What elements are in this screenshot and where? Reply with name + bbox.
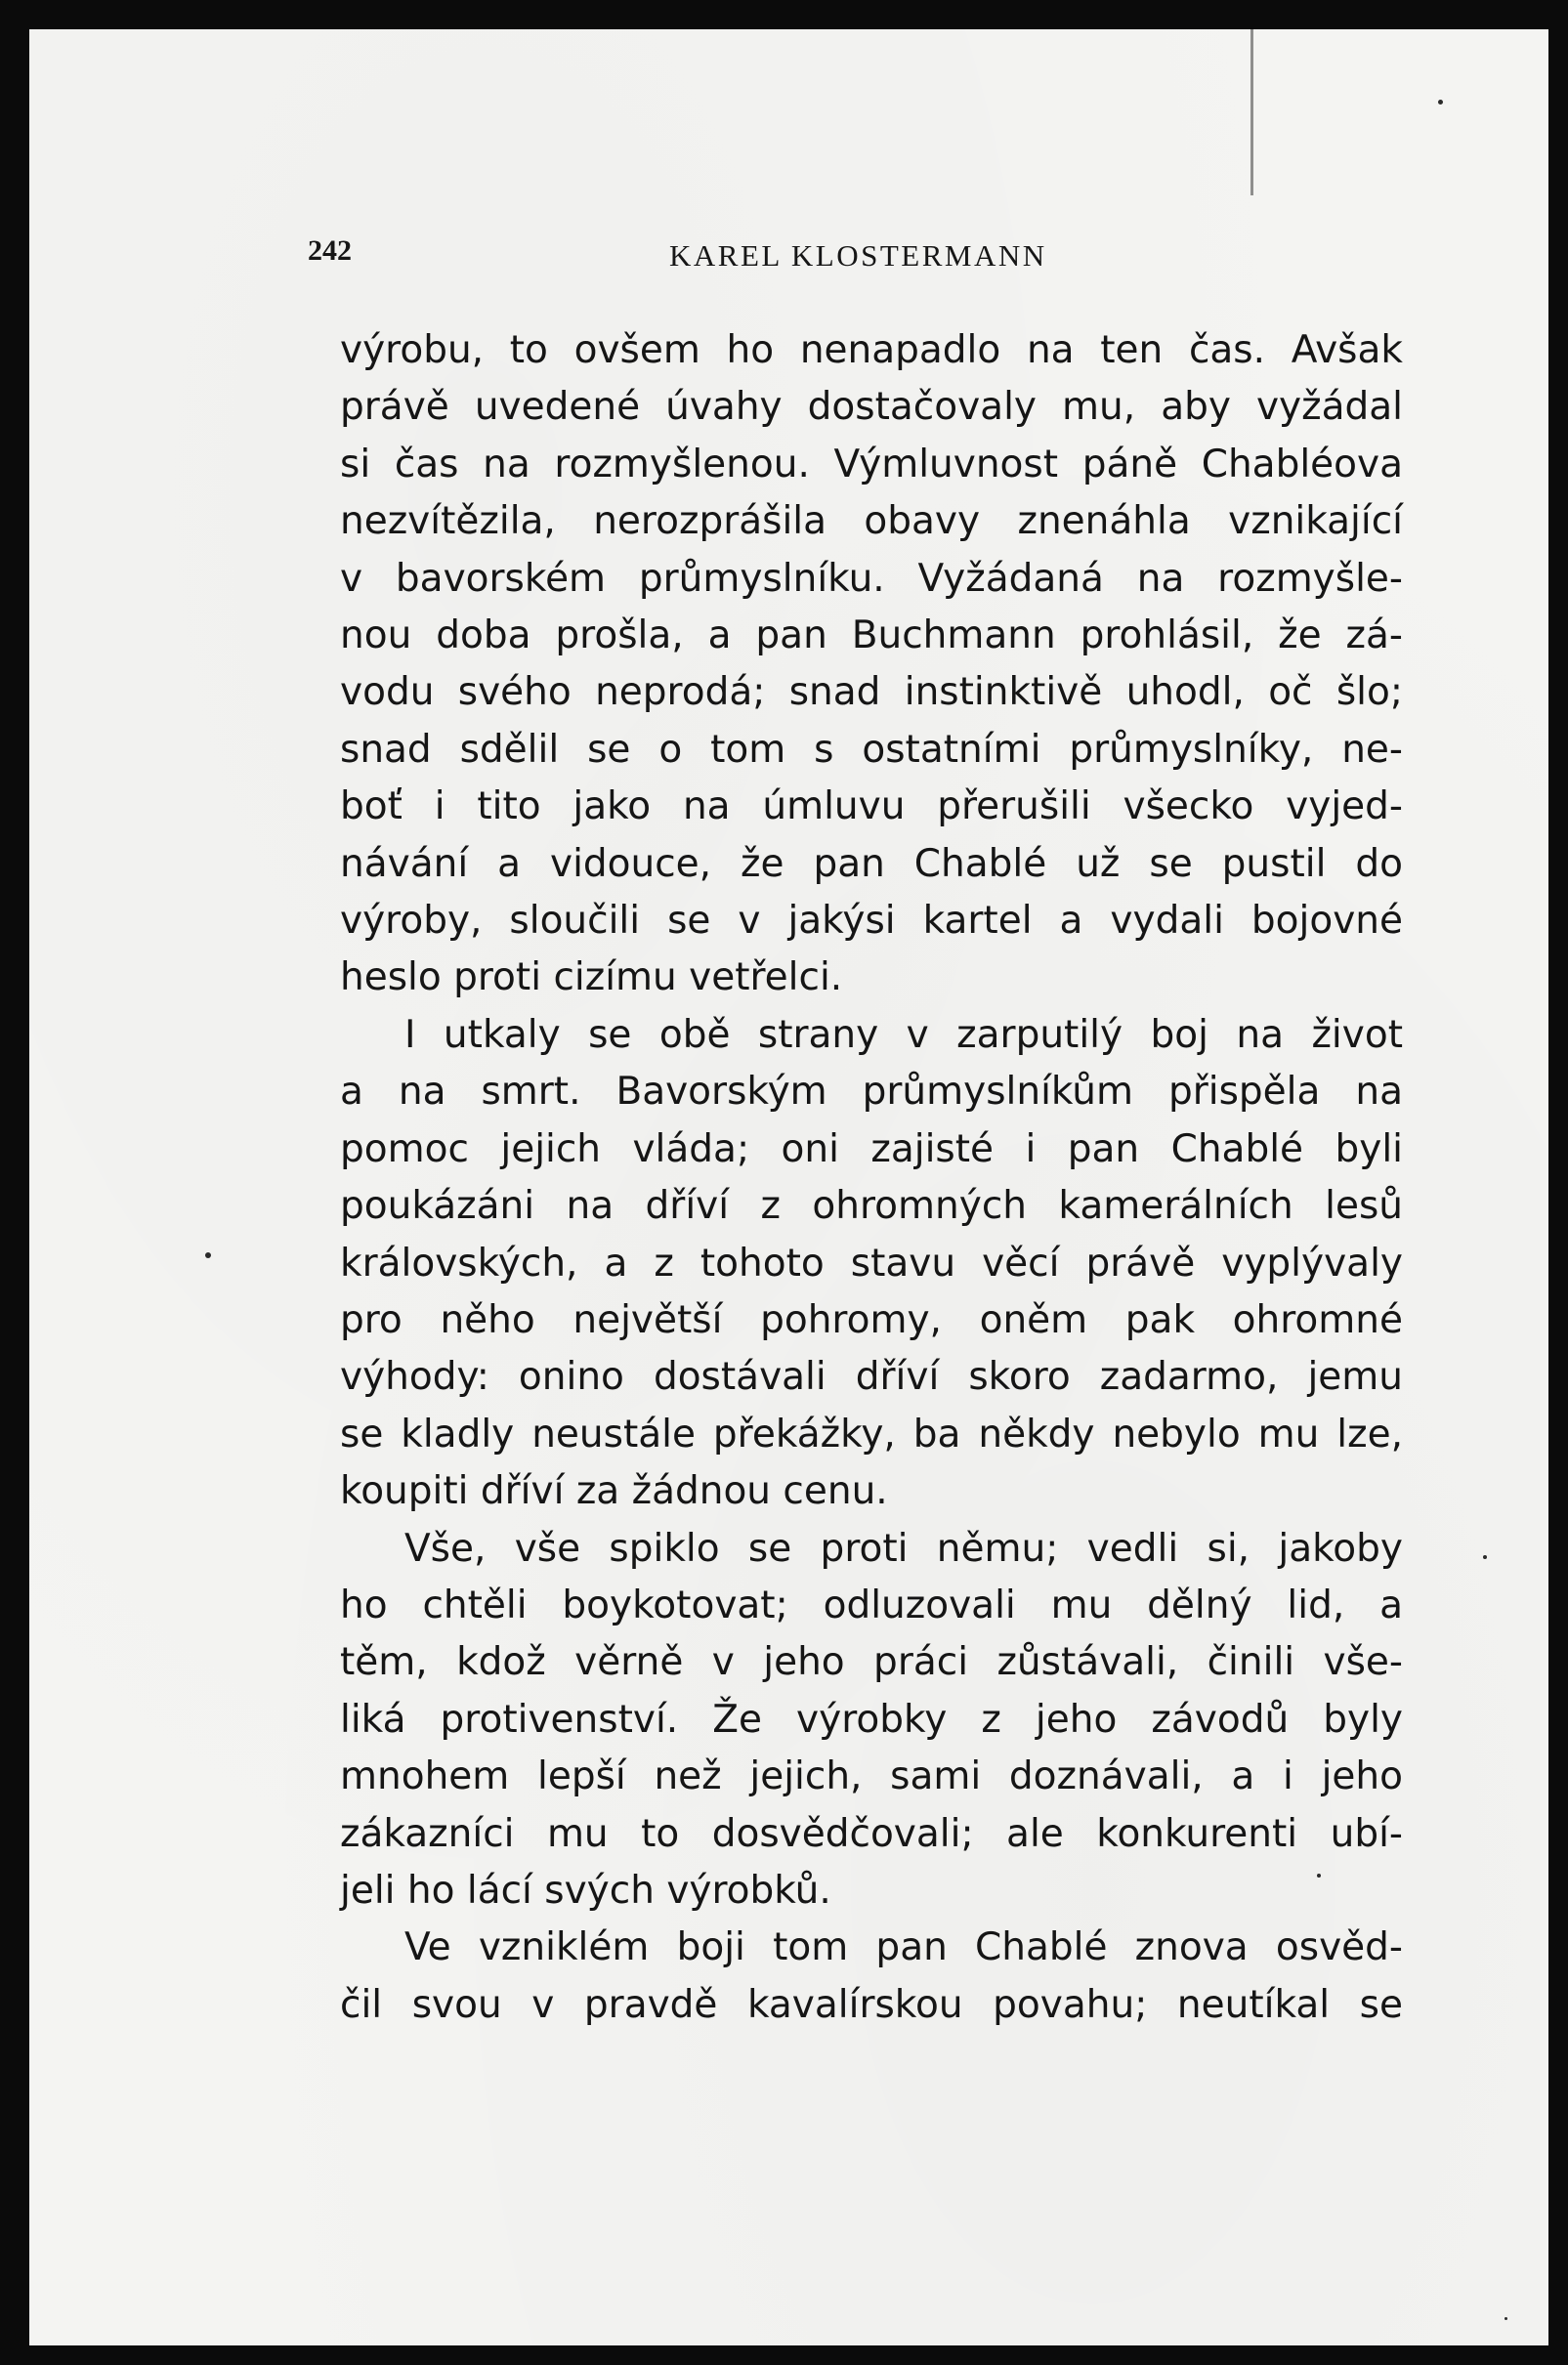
- text-line: v bavorském průmyslníku. Vyžádaná na rozmyšle-: [340, 556, 1403, 601]
- text-line: zákazníci mu to dosvědčovali; ale konkurenti ubí-: [340, 1811, 1403, 1856]
- running-title: KAREL KLOSTERMANN: [669, 238, 1047, 273]
- dust-speck: [205, 1252, 211, 1258]
- body-text: [340, 322, 1403, 2034]
- text-line: boť i tito jako na úmluvu přerušili všecko vyjed-: [340, 784, 1403, 829]
- text-line: královských, a z tohoto stavu věcí právě vyplývaly: [340, 1241, 1403, 1286]
- text-line: ho chtěli boykotovat; odluzovali mu dělný lid, a: [340, 1583, 1403, 1627]
- text-line: výhody: onino dostávali dříví skoro zadarmo, jemu: [340, 1355, 1403, 1400]
- text-line: výroby, sloučili se v jakýsi kartel a vydali bojovné: [340, 899, 1403, 944]
- text-line: těm, kdož věrně v jeho práci zůstávali, činili vše-: [340, 1640, 1403, 1685]
- page-number: 242: [308, 234, 352, 267]
- text-line: výrobu, to ovšem ho nenapadlo na ten čas. Avšak: [340, 328, 1403, 372]
- text-line: snad sdělil se o tom s ostatními průmyslníky, ne-: [340, 727, 1403, 772]
- paragraph-first-line: Ve vzniklém boji tom pan Chablé znova osvěd-: [404, 1925, 1403, 1970]
- text-line: liká protivenství. Že výrobky z jeho závodů byly: [340, 1697, 1403, 1742]
- text-line: mnohem lepší než jejich, sami doznávali, a i jeho: [340, 1754, 1403, 1799]
- text-line: si čas na rozmyšlenou. Výmluvnost páně Chabléova: [340, 442, 1403, 486]
- text-line: návání a vidouce, že pan Chablé už se pustil do: [340, 841, 1403, 886]
- text-line: heslo proti cizímu vetřelci.: [340, 955, 843, 1000]
- text-line: jeli ho lácí svých výrobků.: [340, 1868, 831, 1913]
- paragraph-first-line: I utkaly se obě strany v zarputilý boj na život: [404, 1012, 1403, 1057]
- text-line: koupiti dříví za žádnou cenu.: [340, 1469, 888, 1514]
- text-line: se kladly neustále překážky, ba někdy nebylo mu lze,: [340, 1412, 1403, 1457]
- dust-speck: [1483, 1555, 1487, 1559]
- text-line: a na smrt. Bavorským průmyslníkům přispěla na: [340, 1070, 1403, 1115]
- text-line: vodu svého neprodá; snad instinktivě uhodl, oč šlo;: [340, 670, 1403, 715]
- text-line: právě uvedené úvahy dostačovaly mu, aby vyžádal: [340, 385, 1403, 430]
- dust-speck: [1504, 2317, 1507, 2320]
- text-line: poukázáni na dříví z ohromných kamerálních lesů: [340, 1184, 1403, 1229]
- text-line: pro něho největší pohromy, oněm pak ohromné: [340, 1297, 1403, 1342]
- text-line: nezvítězila, nerozprášila obavy znenáhla vznikající: [340, 499, 1403, 544]
- dust-speck: [1438, 100, 1443, 105]
- paragraph-first-line: Vše, vše spiklo se proti němu; vedli si, jakoby: [404, 1526, 1403, 1571]
- text-line: čil svou v pravdě kavalírskou povahu; neutíkal se: [340, 1982, 1403, 2027]
- text-line: nou doba prošla, a pan Buchmann prohlásil, že zá-: [340, 613, 1403, 658]
- page-header: [308, 234, 1407, 283]
- gutter-shadow-line: [1250, 29, 1253, 195]
- text-line: pomoc jejich vláda; oni zajisté i pan Chablé byli: [340, 1126, 1403, 1171]
